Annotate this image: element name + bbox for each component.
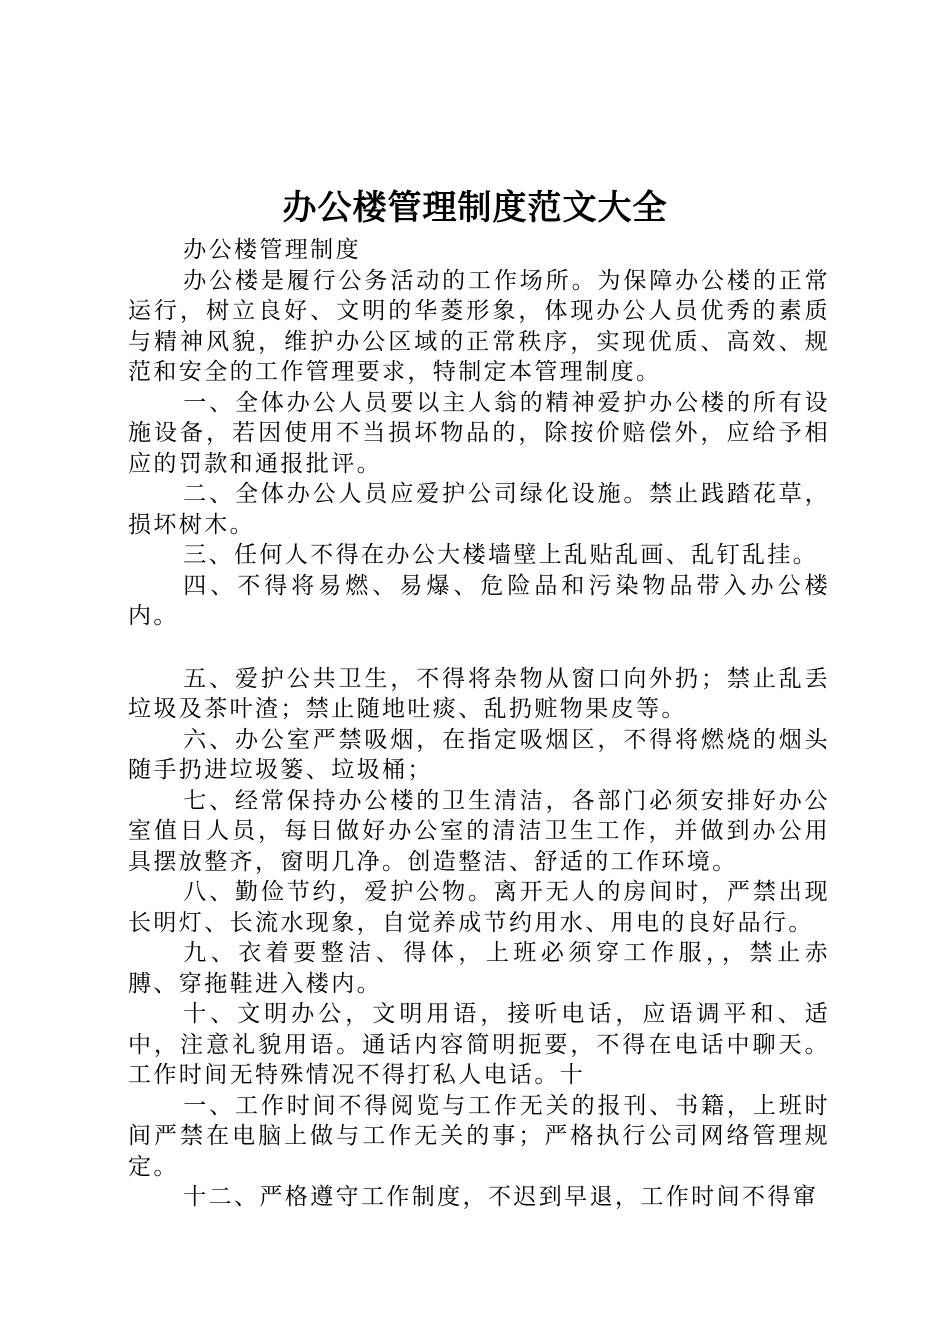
document-body bbox=[128, 235, 830, 1213]
document-title: 办公楼管理制度范文大全 bbox=[282, 188, 668, 228]
paragraph-rule-6: 六、办公室严禁吸烟，在指定吸烟区，不得将燃烧的烟头随手扔进垃圾篓、垃圾桶； bbox=[128, 726, 830, 783]
paragraph-rule-12: 十二、严格遵守工作制度，不迟到早退，工作时间不得窜 bbox=[183, 1184, 819, 1210]
paragraph-rule-4: 四、不得将易燃、易爆、危险品和污染物品带入办公楼内。 bbox=[128, 572, 830, 629]
paragraph-intro: 办公楼是履行公务活动的工作场所。为保障办公楼的正常运行，树立良好、文明的华菱形象，体现办公人员优秀的素质与精神风貌，维护办公区域的正常秩序，实现优质、高效、规范和安全的工作管理要求，特制定本管理制度。 bbox=[128, 267, 830, 385]
paragraph-section-title: 办公楼管理制度 bbox=[183, 237, 361, 263]
paragraph-rule-7: 七、经常保持办公楼的卫生清洁，各部门必须安排好办公室值日人员，每日做好办公室的清洁卫生工作，并做到办公用具摆放整齐，窗明几净。创造整洁、舒适的工作环境。 bbox=[128, 787, 830, 875]
paragraph-rule-1: 一、全体办公人员要以主人翁的精神爱护办公楼的所有设施设备，若因使用不当损坏物品的，除按价赔偿外，应给予相应的罚款和通报批评。 bbox=[128, 389, 830, 477]
paragraph-rule-3: 三、任何人不得在办公大楼墙壁上乱贴乱画、乱钉乱挂。 bbox=[183, 542, 819, 568]
paragraph-rule-8: 八、勤俭节约，爱护公物。离开无人的房间时，严禁出现长明灯、长流水现象，自觉养成节约用水、用电的良好品行。 bbox=[128, 879, 830, 936]
paragraph-rule-11: 一、工作时间不得阅览与工作无关的报刊、书籍，上班时间严禁在电脑上做与工作无关的事；严格执行公司网络管理规定。 bbox=[128, 1092, 830, 1180]
paragraph-rule-9: 九、衣着要整洁、得体，上班必须穿工作服，，禁止赤膊、穿拖鞋进入楼内。 bbox=[128, 940, 830, 997]
paragraph-rule-2: 二、全体办公人员应爱护公司绿化设施。禁止践踏花草，损坏树木。 bbox=[128, 481, 830, 538]
paragraph-rule-5: 五、爱护公共卫生，不得将杂物从窗口向外扔；禁止乱丢垃圾及茶叶渣；禁止随地吐痰、乱扔赃物果皮等。 bbox=[128, 665, 830, 722]
paragraph-rule-10: 十、文明办公，文明用语，接听电话，应语调平和、适中，注意礼貌用语。通话内容简明扼要，不得在电话中聊天。工作时间无特殊情况不得打私人电话。十 bbox=[128, 1001, 830, 1088]
